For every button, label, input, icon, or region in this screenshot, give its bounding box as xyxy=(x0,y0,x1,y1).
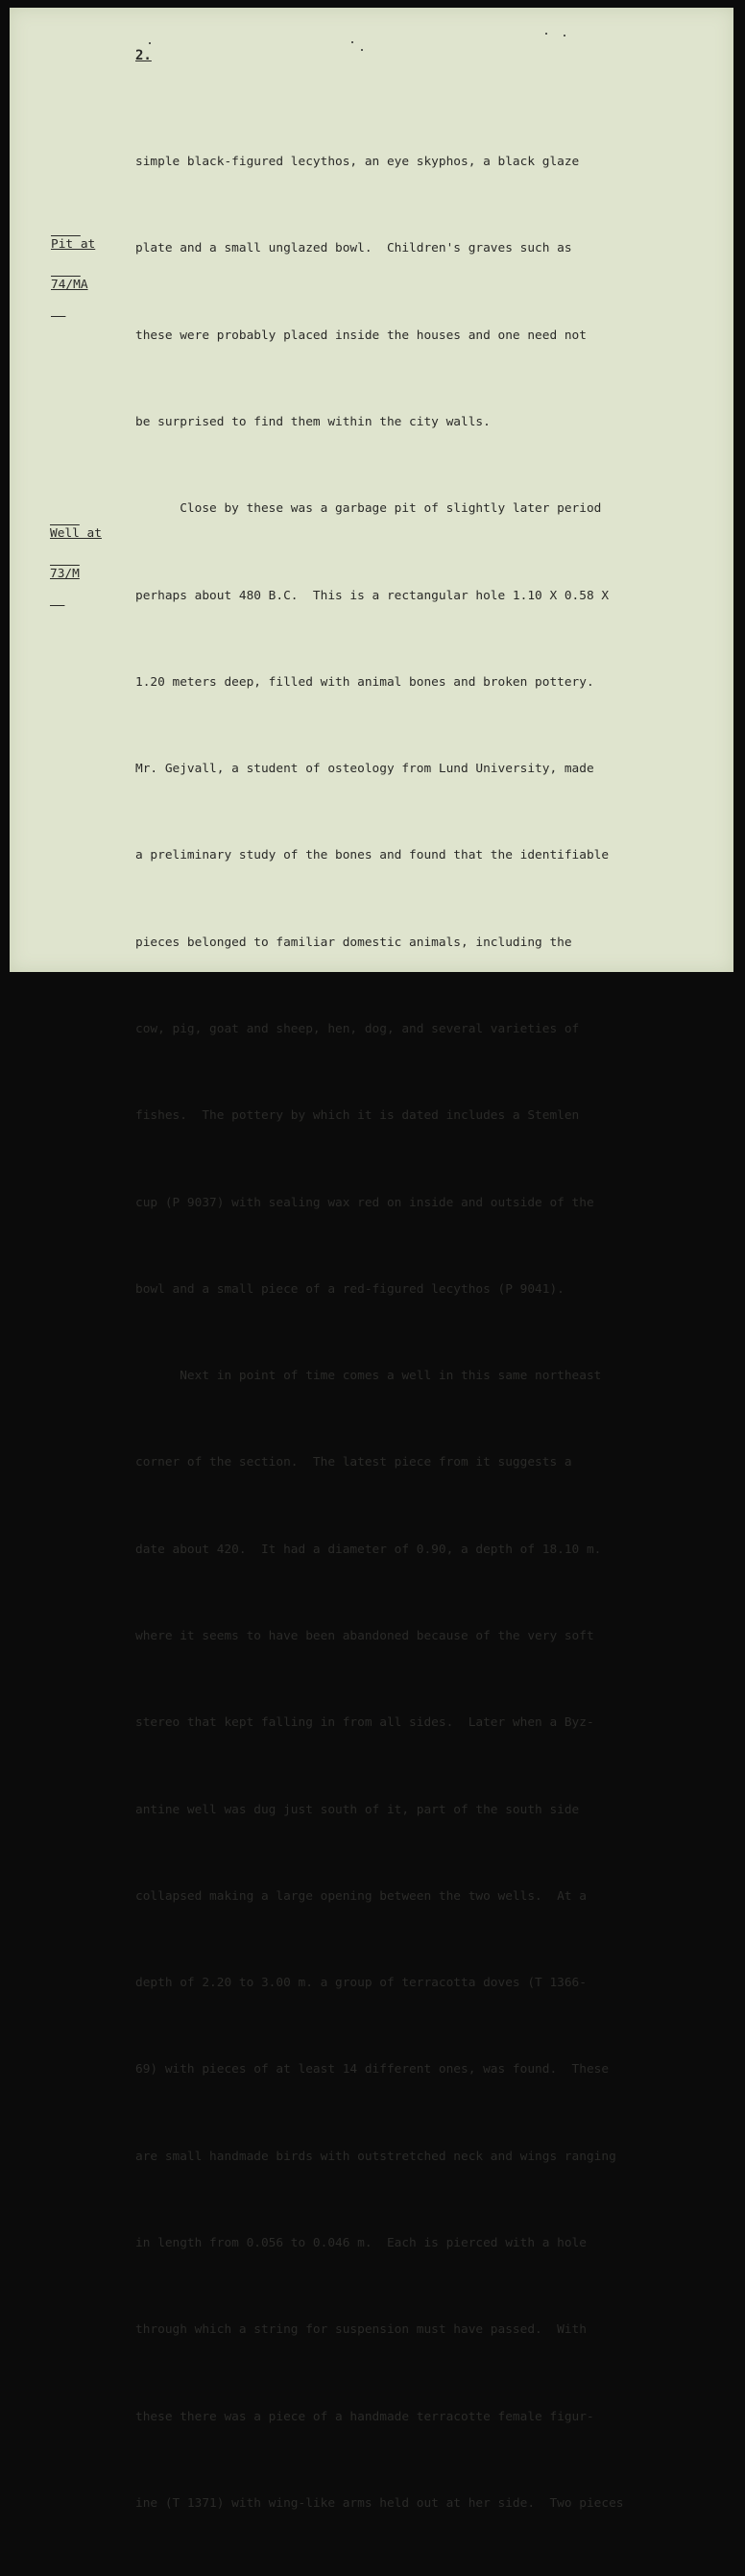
ink-speck xyxy=(149,42,151,44)
page-number: 2. xyxy=(135,48,152,63)
text-line: pieces belonged to familiar domestic animals, including the xyxy=(135,935,572,950)
text-line: Next in point of time comes a well in this same northeast xyxy=(135,1369,602,1384)
margin-note-line: 73/M xyxy=(50,567,80,581)
text-line: 69) with pieces of at least 14 different ones, was found. These xyxy=(135,2062,610,2078)
text-line: where it seems to have been abandoned because of the very soft xyxy=(135,1628,594,1643)
margin-note-well xyxy=(50,500,102,608)
text-line: corner of the section. The latest piece from it suggests a xyxy=(135,1455,572,1470)
text-line: are small handmade birds with outstretched neck and wings ranging xyxy=(135,2149,616,2164)
typed-text-body xyxy=(135,90,711,2576)
text-line: stereo that kept falling in from all sides. Later when a Byz- xyxy=(135,1715,594,1731)
margin-note-line: Well at xyxy=(50,526,102,541)
document-page xyxy=(10,8,733,2511)
text-line: a preliminary study of the bones and found that the identifiable xyxy=(135,848,610,863)
text-line: fishes. The pottery by which it is dated includes a Stemlen xyxy=(135,1108,580,1124)
text-line: depth of 2.20 to 3.00 m. a group of terracotta doves (T 1366- xyxy=(135,1976,587,1991)
text-line: in length from 0.056 to 0.046 m. Each is pierced with a hole xyxy=(135,2235,587,2250)
margin-note-line: Pit at xyxy=(51,237,96,252)
text-line: through which a string for suspension must have passed. With xyxy=(135,2322,587,2338)
text-line: simple black-figured lecythos, an eye skyphos, a black glaze xyxy=(135,155,580,170)
text-line: perhaps about 480 B.C. This is a rectangular hole 1.10 X 0.58 X xyxy=(135,588,610,603)
text-line: antine well was dug just south of it, part of the south side xyxy=(135,1802,580,1817)
text-line: 1.20 meters deep, filled with animal bones and broken pottery. xyxy=(135,674,594,690)
ink-speck xyxy=(545,33,547,35)
text-line: these were probably placed inside the houses and one need not xyxy=(135,328,587,343)
text-line: plate and a small unglazed bowl. Children's graves such as xyxy=(135,241,572,256)
text-line: Mr. Gejvall, a student of osteology from Lund University, made xyxy=(135,762,594,777)
text-line: cup (P 9037) with sealing wax red on inside and outside of the xyxy=(135,1195,594,1210)
text-line: ine (T 1371) with wing-like arms held out at her side. Two pieces xyxy=(135,2495,624,2511)
margin-note-line: 74/MA xyxy=(51,278,88,292)
text-line: these there was a piece of a handmade terracotte female figur- xyxy=(135,2409,594,2424)
margin-note-pit xyxy=(51,211,95,319)
text-line: Close by these was a garbage pit of slightly later period xyxy=(135,501,602,517)
text-line: collapsed making a large opening between the two wells. At a xyxy=(135,1888,587,1904)
ink-speck xyxy=(564,35,565,36)
text-line: cow, pig, goat and sheep, hen, dog, and several varieties of xyxy=(135,1022,580,1036)
text-line: date about 420. It had a diameter of 0.90, a depth of 18.10 m. xyxy=(135,1542,602,1557)
text-line: be surprised to find them within the city walls. xyxy=(135,415,491,430)
ink-speck xyxy=(361,49,363,51)
ink-speck xyxy=(351,41,353,43)
text-line: bowl and a small piece of a red-figured lecythos (P 9041). xyxy=(135,1281,565,1297)
